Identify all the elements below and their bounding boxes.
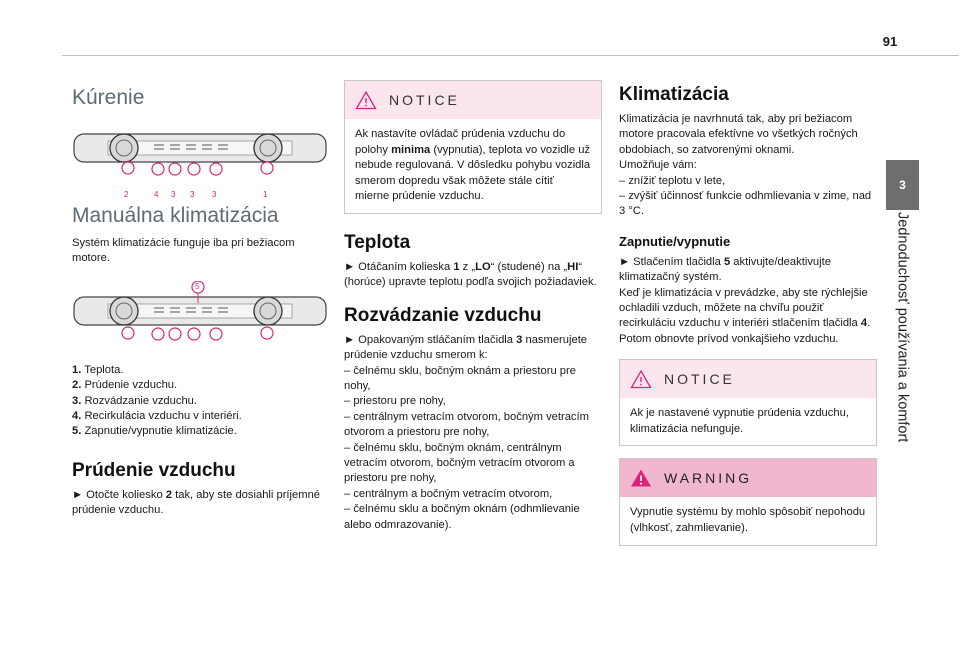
list-item: – čelnému sklu, bočným oknám, centrálnym vetracím otvorom, bočným vetracím otvorom a priestoru pre nohy, bbox=[344, 441, 575, 485]
list-item: 4. Recirkulácia vzduchu v interiéri. bbox=[72, 410, 242, 423]
list-item: – čelnému sklu a bočným oknám (odhmlievanie alebo odmrazovanie). bbox=[344, 503, 580, 531]
klima-umoznuje: Umožňuje vám: bbox=[619, 159, 697, 172]
rozvadzanie-text: ► Opakovaným stláčaním tlačidla 3 nasmerujete prúdenie vzduchu smerom k: bbox=[344, 333, 588, 362]
warning-triangle-icon bbox=[630, 468, 652, 488]
notice-box bbox=[344, 80, 602, 214]
list-item: – centrálnym vetracím otvorom, bočným vetracím otvorom a priestoru pre nohy, bbox=[344, 410, 589, 439]
list-item: – centrálnym a bočným vetracím otvorom, bbox=[344, 487, 553, 500]
notice-box bbox=[619, 359, 877, 446]
top-rule bbox=[62, 55, 959, 56]
list-item: 2. Prúdenie vzduchu. bbox=[72, 379, 178, 392]
list-item: 5. Zapnutie/vypnutie klimatizácie. bbox=[72, 425, 237, 438]
heading-klimatizacia: Klimatizácia bbox=[619, 84, 729, 105]
manual-intro: Systém klimatizácie funguje iba pri bežiacom motore. bbox=[72, 237, 295, 265]
notice-label: NOTICE bbox=[389, 92, 460, 108]
list-item: – zvýšiť účinnosť funkcie odhmlievania v zime, nad 3 °C. bbox=[619, 190, 872, 218]
klima-text: Klimatizácia je navrhnutá tak, aby pri bežiacom motore pracovala efektívne vo všetkých ročných obdobiach, so zatvorenými oknami. bbox=[619, 113, 858, 156]
chapter-side-title bbox=[886, 212, 919, 462]
page-number: 91 bbox=[882, 34, 898, 49]
notice-triangle-icon bbox=[355, 90, 377, 110]
heading-rozvadzanie: Rozvádzanie vzduchu bbox=[344, 304, 542, 326]
callout: 5 bbox=[195, 281, 200, 291]
column-middle bbox=[344, 80, 602, 533]
heading-kurenie: Kúrenie bbox=[72, 86, 145, 109]
warning-text: Vypnutie systému by mohlo spôsobiť nepohodu (vlhkosť, zahmlievanie). bbox=[630, 506, 866, 535]
callout: 2 bbox=[124, 190, 129, 199]
callout: 3 bbox=[171, 190, 176, 199]
warning-label: WARNING bbox=[664, 470, 753, 487]
warning-box bbox=[619, 458, 877, 545]
notice-label: NOTICE bbox=[664, 371, 735, 388]
chapter-tab: 3 bbox=[886, 160, 919, 210]
heading-zapnutie: Zapnutie/vypnutie bbox=[619, 233, 731, 249]
notice-text: Ak je nastavené vypnutie prúdenia vzduchu, klimatizácia nefunguje. bbox=[630, 407, 849, 435]
chapter-title-text: Jednoduchosť používania a komfort bbox=[894, 212, 911, 443]
legend-list bbox=[72, 363, 328, 440]
control-panel-image-2 bbox=[72, 281, 328, 341]
list-item: – čelnému sklu, bočným oknám a priestoru pre nohy, bbox=[344, 364, 576, 392]
prudenie-text: ► Otočte koliesko 2 tak, aby ste dosiahli príjemné prúdenie vzduchu. bbox=[72, 488, 321, 517]
column-right bbox=[619, 80, 877, 546]
teplota-text: ► Otáčaním kolieska 1 z „LO“ (studené) na „HI“ (horúce) upravte teplotu podľa svojich požiadaviek. bbox=[344, 260, 597, 289]
control-panel-image-1 bbox=[72, 128, 328, 176]
callout: 3 bbox=[212, 190, 217, 199]
list-item: – priestoru pre nohy, bbox=[344, 395, 446, 408]
zapnutie-text: ► Stlačením tlačidla 5 aktivujte/deaktivujte klimatizačný systém. bbox=[619, 255, 831, 284]
callout: 1 bbox=[263, 190, 268, 199]
notice-text: Ak nastavíte ovládač prúdenia vzduchu do polohy minima (vypnutia), teplota vo vozidle už nebude regulovaná. V dôsledku pohybu vozidla smerom dopredu však môžete stále cítiť mierne prúdenie vzduchu. bbox=[355, 128, 591, 203]
notice-triangle-icon bbox=[630, 369, 652, 389]
list-item: 3. Rozvádzanie vzduchu. bbox=[72, 394, 198, 407]
heading-manualna: Manuálna klimatizácia bbox=[72, 204, 279, 227]
callout: 4 bbox=[154, 190, 159, 199]
callout: 3 bbox=[190, 190, 195, 199]
heading-teplota: Teplota bbox=[344, 231, 411, 253]
list-item: 1. Teplota. bbox=[72, 363, 124, 376]
heading-prudenie: Prúdenie vzduchu bbox=[72, 459, 236, 481]
zapnutie-text-2: Keď je klimatizácia v prevádzke, aby ste rýchlejšie ochladili vzduch, môžete na chvíľu použiť recirkuláciu vzduchu v interiéri stlačením tlačidla 4. Potom obnovte prívod vonkajšieho vzduchu. bbox=[619, 286, 871, 345]
column-left bbox=[72, 80, 328, 519]
list-item: – znížiť teplotu v lete, bbox=[619, 174, 726, 187]
